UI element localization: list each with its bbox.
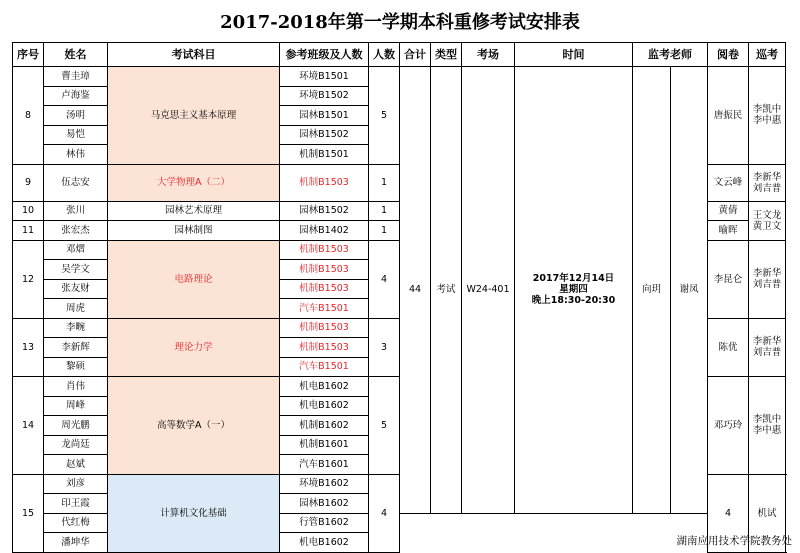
time-date: 2017年12月14日 — [532, 273, 615, 285]
patrol-cell — [749, 201, 786, 240]
subject: 马克思主义基本原理 — [108, 67, 280, 165]
row-no: 13 — [13, 318, 44, 377]
class-cell: 机制B1601 — [280, 435, 369, 455]
time-weekday: 星期四 — [559, 284, 588, 296]
student-name: 林伟 — [44, 145, 108, 165]
patrol-cell — [749, 377, 786, 475]
patrol-name: 李凯中 — [752, 414, 782, 426]
patrol-cell — [749, 164, 786, 201]
class-cell: 行管B1602 — [280, 513, 369, 533]
row-no: 8 — [13, 67, 44, 165]
patrol-name: 刘吉普 — [752, 182, 782, 194]
grader-cell: 陈优 — [708, 318, 749, 377]
header-subject: 考试科目 — [108, 43, 280, 67]
patrol-name: 刘吉普 — [752, 347, 782, 359]
count-cell: 1 — [369, 221, 400, 241]
header-room: 考场 — [462, 43, 515, 67]
count-cell: 5 — [369, 377, 400, 475]
patrol-name: 李新华 — [752, 268, 782, 279]
row-no: 11 — [13, 221, 44, 241]
class-cell: 汽车B1501 — [280, 357, 369, 377]
class-cell: 园林B1402 — [280, 221, 369, 241]
student-name: 黎硕 — [44, 357, 108, 377]
count-cell: 1 — [369, 164, 400, 201]
subject: 园林艺术原理 — [108, 201, 280, 221]
grader-cell: 喻晖 — [708, 221, 749, 241]
class-cell: 机制B1501 — [280, 145, 369, 165]
header-patrol: 巡考 — [749, 43, 786, 67]
header-no: 序号 — [13, 43, 44, 67]
subject: 电路理论 — [108, 240, 280, 318]
student-name: 吴学文 — [44, 260, 108, 280]
student-name: 周虎 — [44, 299, 108, 319]
count-cell: 4 — [369, 240, 400, 318]
subject: 理论力学 — [108, 318, 280, 377]
exam-schedule-table — [12, 42, 786, 553]
student-name: 周峰 — [44, 396, 108, 416]
student-name: 李新辉 — [44, 338, 108, 358]
header-proctor: 监考老师 — [633, 43, 708, 67]
patrol-name: 李新华 — [752, 336, 782, 348]
patrol-name: 李凯中 — [752, 104, 782, 116]
class-cell: 环境B1602 — [280, 474, 369, 494]
class-cell: 机制B1503 — [280, 260, 369, 280]
class-cell: 机电B1602 — [280, 377, 369, 397]
class-cell: 机电B1602 — [280, 533, 369, 553]
row-no: 10 — [13, 201, 44, 221]
student-name: 汤明 — [44, 106, 108, 126]
class-cell: 机制B1503 — [280, 240, 369, 260]
class-cell: 园林B1502 — [280, 201, 369, 221]
room-cell: W24-401 — [462, 67, 515, 514]
header-row — [13, 43, 786, 67]
patrol-name: 李中惠 — [752, 425, 782, 437]
class-cell: 园林B1502 — [280, 125, 369, 145]
student-name: 潘坤华 — [44, 533, 108, 553]
patrol-name: 李中惠 — [752, 115, 782, 127]
subject: 高等数学A（一） — [108, 377, 280, 475]
student-name: 代红梅 — [44, 513, 108, 533]
footer-issuer: 湖南应用技术学院教务处 — [676, 535, 792, 547]
proctor-2: 谢凤 — [671, 67, 708, 514]
student-name: 周光鹏 — [44, 416, 108, 436]
table-row — [13, 67, 786, 87]
subject: 计算机文化基础 — [108, 474, 280, 552]
page-title: 2017-2018年第一学期本科重修考试安排表 — [220, 12, 580, 33]
class-cell: 机制B1602 — [280, 416, 369, 436]
row-no: 9 — [13, 164, 44, 201]
student-name: 伍志安 — [44, 164, 108, 201]
patrol-name: 黄卫文 — [752, 220, 782, 232]
header-total: 合计 — [400, 43, 431, 67]
class-cell: 园林B1602 — [280, 494, 369, 514]
student-name: 邓熠 — [44, 240, 108, 260]
proctor-1: 向玥 — [633, 67, 671, 514]
class-cell: 机制B1503 — [280, 279, 369, 299]
student-name: 卢海鉴 — [44, 86, 108, 106]
header-count: 人数 — [369, 43, 400, 67]
row-no: 14 — [13, 377, 44, 475]
class-cell: 机制B1503 — [280, 338, 369, 358]
header-grader: 阅卷 — [708, 43, 749, 67]
class-cell: 机电B1602 — [280, 396, 369, 416]
patrol-name: 李新华 — [752, 171, 782, 183]
count-cell: 1 — [369, 201, 400, 221]
patrol-cell — [749, 67, 786, 165]
patrol-name: 王文龙 — [752, 209, 782, 221]
subject: 大学物理A（二） — [108, 164, 280, 201]
count-cell: 4 — [369, 474, 400, 552]
grader-cell: 邓巧玲 — [708, 377, 749, 475]
student-name: 易恺 — [44, 125, 108, 145]
header-time: 时间 — [515, 43, 633, 67]
student-name: 曹圭璋 — [44, 67, 108, 87]
type-cell: 考试 — [431, 67, 462, 514]
time-hours: 晚上18:30-20:30 — [531, 295, 616, 307]
class-cell: 汽车B1601 — [280, 455, 369, 475]
type-cell: 机试 — [749, 474, 786, 552]
grader-cell: 唐振民 — [708, 67, 749, 165]
student-name: 龙尚廷 — [44, 435, 108, 455]
student-name: 赵斌 — [44, 455, 108, 475]
patrol-cell — [749, 240, 786, 318]
student-name: 张友财 — [44, 279, 108, 299]
total-cell: 4 — [708, 474, 749, 552]
class-cell: 园林B1501 — [280, 106, 369, 126]
grader-cell: 文云峰 — [708, 164, 749, 201]
grader-cell: 李昆仑 — [708, 240, 749, 318]
student-name: 张川 — [44, 201, 108, 221]
header-type: 类型 — [431, 43, 462, 67]
patrol-name: 刘吉普 — [752, 279, 782, 290]
class-cell: 汽车B1501 — [280, 299, 369, 319]
class-cell: 机制B1503 — [280, 164, 369, 201]
row-no: 15 — [13, 474, 44, 552]
student-name: 刘彦 — [44, 474, 108, 494]
student-name: 张宏杰 — [44, 221, 108, 241]
count-cell: 5 — [369, 67, 400, 165]
student-name: 肖伟 — [44, 377, 108, 397]
header-name: 姓名 — [44, 43, 108, 67]
time-cell — [515, 67, 633, 514]
student-name: 李畹 — [44, 318, 108, 338]
row-no: 12 — [13, 240, 44, 318]
class-cell: 环境B1501 — [280, 67, 369, 87]
total-cell: 44 — [400, 67, 431, 514]
patrol-cell — [749, 318, 786, 377]
class-cell: 机制B1503 — [280, 318, 369, 338]
subject: 园林制图 — [108, 221, 280, 241]
header-class: 参考班级及人数 — [280, 43, 369, 67]
student-name: 印王霞 — [44, 494, 108, 514]
count-cell: 3 — [369, 318, 400, 377]
class-cell: 环境B1502 — [280, 86, 369, 106]
grader-cell: 黄倩 — [708, 201, 749, 221]
